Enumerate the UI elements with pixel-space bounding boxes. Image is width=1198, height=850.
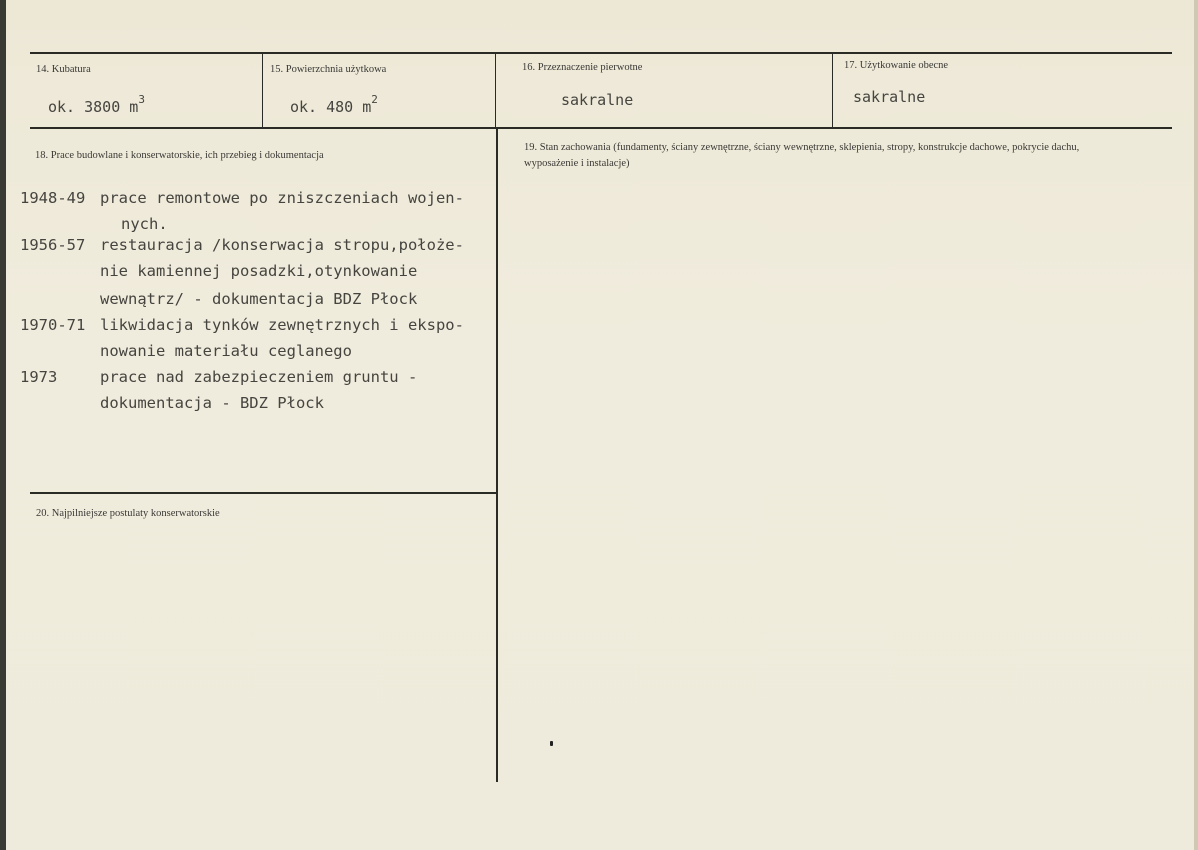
field-20-label: 20. Najpilniejsze postulaty konserwatorskie: [36, 508, 220, 519]
divider-16-17: [832, 52, 833, 128]
field-16-value: sakralne: [561, 91, 634, 109]
work-entry-line: nych.: [121, 215, 168, 233]
work-entry-line: dokumentacja - BDZ Płock: [100, 394, 324, 412]
work-entry-line: restauracja /konserwacja stropu,położe-: [100, 236, 464, 254]
rule-top: [30, 52, 1172, 54]
work-entry-line: prace remontowe po zniszczeniach wojen-: [100, 189, 464, 207]
field-15-label: 15. Powierzchnia użytkowa: [270, 64, 387, 75]
work-entry-line: likwidacja tynków zewnętrznych i ekspo-: [100, 316, 464, 334]
rule-section-20: [30, 492, 496, 494]
field-19-label: 19. Stan zachowania (fundamenty, ściany zewnętrzne, ściany wewnętrzne, sklepienia, stropy, konstrukcje dachowe, pokrycie dachu, wyposażenie i instalacje): [524, 142, 1080, 169]
scan-edge-right: [1194, 0, 1198, 850]
work-entry-year: 1948-49: [20, 189, 86, 207]
field-17-value: sakralne: [853, 88, 926, 106]
field-17-label: 17. Użytkowanie obecne: [844, 60, 949, 71]
work-entry-line: wewnątrz/ - dokumentacja BDZ Płock: [100, 290, 418, 308]
field-14-label: 14. Kubatura: [36, 64, 91, 75]
field-18-label: 18. Prace budowlane i konserwatorskie, ich przebieg i dokumentacja: [35, 150, 324, 161]
work-entry-line: nie kamiennej posadzki,otynkowanie: [100, 262, 418, 280]
field-14-unit-exponent: 3: [138, 93, 145, 106]
divider-main: [496, 127, 498, 782]
scan-edge-left: [0, 0, 6, 850]
field-15-value-text: ok. 480 m: [290, 98, 372, 116]
work-entry-line: nowanie materiału ceglanego: [100, 342, 352, 360]
work-entry-year: 1973: [20, 368, 58, 386]
work-entry-year: 1970-71: [20, 316, 86, 334]
divider-14-15: [262, 52, 263, 128]
field-14-value-text: ok. 3800 m: [48, 98, 139, 116]
divider-15-16: [495, 52, 496, 128]
field-15-value: [290, 93, 378, 116]
ink-speck: [550, 741, 553, 746]
rule-upper-mid: [30, 127, 1172, 129]
field-16-label: 16. Przeznaczenie pierwotne: [522, 62, 643, 73]
work-entry-line: prace nad zabezpieczeniem gruntu -: [100, 368, 418, 386]
field-14-value: [48, 93, 145, 116]
work-entry-year: 1956-57: [20, 236, 86, 254]
field-15-unit-exponent: 2: [371, 93, 378, 106]
